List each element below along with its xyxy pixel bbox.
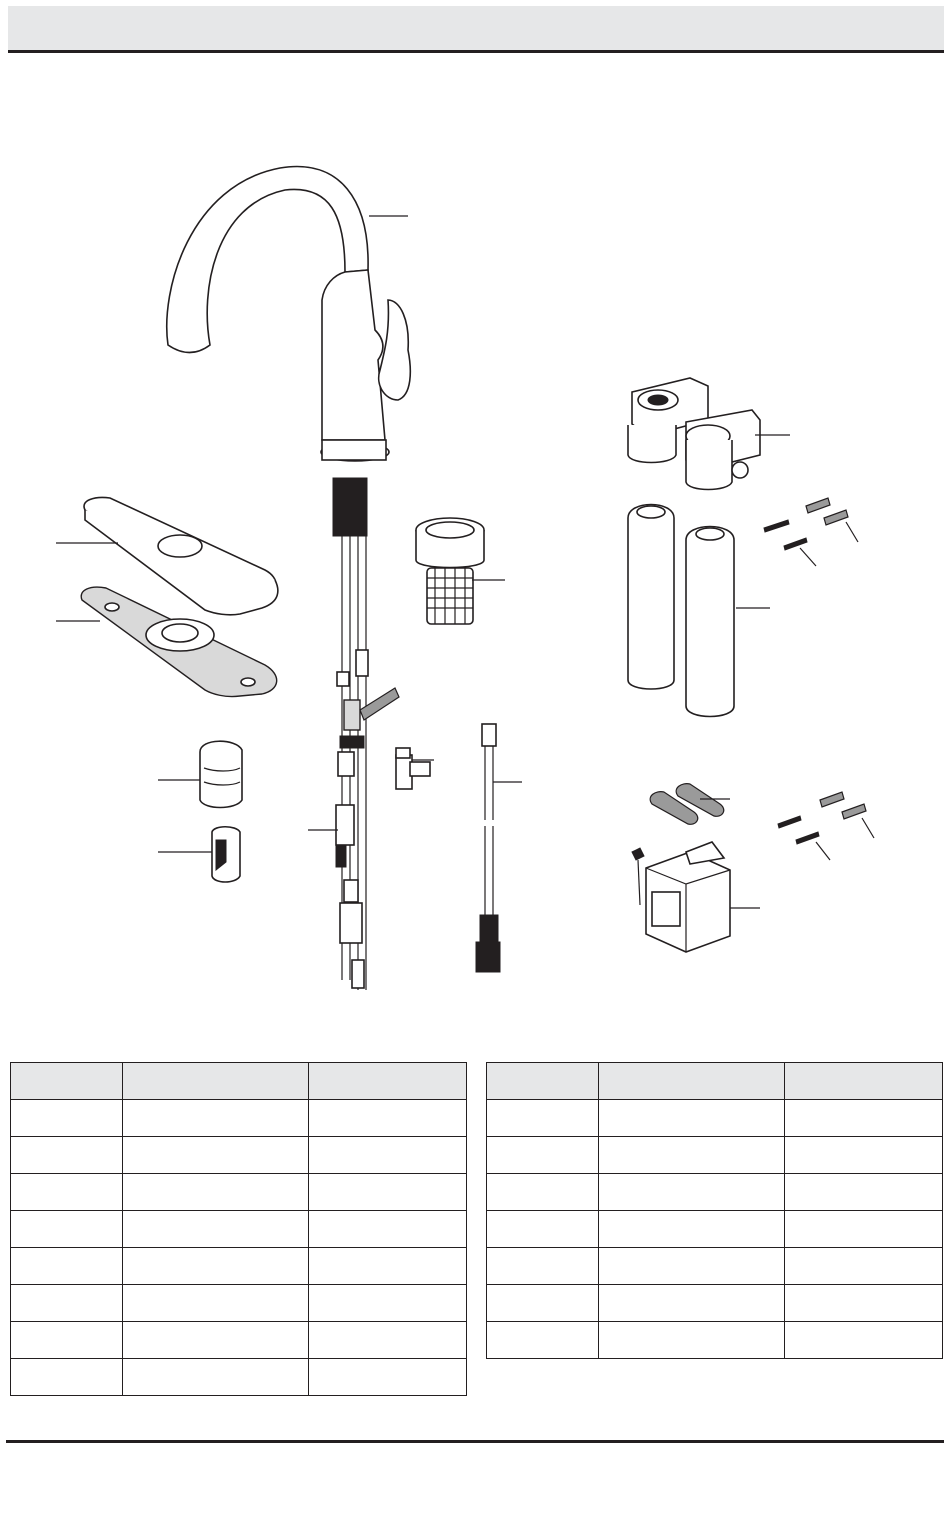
table-cell [123, 1211, 309, 1248]
column-header-quantity [785, 1063, 943, 1100]
table-cell [123, 1248, 309, 1285]
mounting-screws-icon [778, 792, 874, 860]
table-row [11, 1248, 467, 1285]
table-cell [785, 1322, 943, 1359]
parts-table-left [10, 1062, 467, 1396]
parts-table-right [486, 1062, 943, 1359]
filter-head-icon [628, 378, 790, 490]
extension-hose-icon [476, 724, 522, 972]
table-cell [11, 1285, 123, 1322]
table-cell [785, 1211, 943, 1248]
table-row [11, 1174, 467, 1211]
table-cell [487, 1322, 599, 1359]
table-cell [599, 1174, 785, 1211]
weight-clip-icon [158, 741, 242, 807]
table-cell [11, 1137, 123, 1174]
table-cell [487, 1285, 599, 1322]
batteries-icon [650, 784, 730, 825]
parts-diagram [0, 60, 950, 1020]
table-cell [11, 1211, 123, 1248]
table-cell [11, 1359, 123, 1396]
table-header-row [487, 1063, 943, 1100]
table-cell [599, 1137, 785, 1174]
table-row [11, 1359, 467, 1396]
filter-cartridges-icon [628, 505, 770, 717]
table-cell [487, 1100, 599, 1137]
table-row [487, 1100, 943, 1137]
table-cell [785, 1174, 943, 1211]
table-cell [785, 1137, 943, 1174]
column-header-part [11, 1063, 123, 1100]
table-row [487, 1248, 943, 1285]
table-cell [599, 1211, 785, 1248]
table-cell [123, 1322, 309, 1359]
table-header-row [11, 1063, 467, 1100]
table-row [487, 1322, 943, 1359]
table-row [11, 1137, 467, 1174]
table-cell [309, 1285, 467, 1322]
faucet-icon [167, 167, 411, 536]
table-row [487, 1211, 943, 1248]
table-cell [123, 1285, 309, 1322]
table-cell [11, 1322, 123, 1359]
hose-clip-icon [158, 827, 240, 882]
table-cell [487, 1137, 599, 1174]
table-cell [309, 1174, 467, 1211]
table-cell [11, 1174, 123, 1211]
table-cell [599, 1285, 785, 1322]
table-cell [11, 1100, 123, 1137]
battery-box-icon [632, 842, 760, 952]
table-cell [123, 1359, 309, 1396]
filter-screen-icon [416, 518, 505, 624]
table-cell [785, 1100, 943, 1137]
table-cell [309, 1322, 467, 1359]
table-cell [785, 1285, 943, 1322]
table-cell [309, 1137, 467, 1174]
table-cell [487, 1248, 599, 1285]
table-row [487, 1285, 943, 1322]
column-header-description [599, 1063, 785, 1100]
table-cell [487, 1211, 599, 1248]
table-cell [123, 1137, 309, 1174]
table-row [487, 1137, 943, 1174]
table-row [11, 1322, 467, 1359]
column-header-quantity [309, 1063, 467, 1100]
table-row [11, 1211, 467, 1248]
table-row [11, 1100, 467, 1137]
table-cell [309, 1359, 467, 1396]
column-header-part [487, 1063, 599, 1100]
table-row [487, 1174, 943, 1211]
table-cell [599, 1100, 785, 1137]
table-cell [309, 1100, 467, 1137]
table-row [11, 1285, 467, 1322]
table-cell [785, 1248, 943, 1285]
column-header-description [123, 1063, 309, 1100]
table-cell [123, 1100, 309, 1137]
header-band [8, 6, 944, 53]
table-cell [599, 1248, 785, 1285]
table-cell [487, 1174, 599, 1211]
table-cell [309, 1248, 467, 1285]
tee-adapter-icon [396, 748, 434, 789]
table-cell [599, 1322, 785, 1359]
mounting-screws-icon [764, 498, 858, 566]
table-cell [309, 1211, 467, 1248]
footer-rule [6, 1440, 944, 1443]
supply-hoses-icon [308, 536, 399, 990]
table-cell [11, 1248, 123, 1285]
table-cell [123, 1174, 309, 1211]
